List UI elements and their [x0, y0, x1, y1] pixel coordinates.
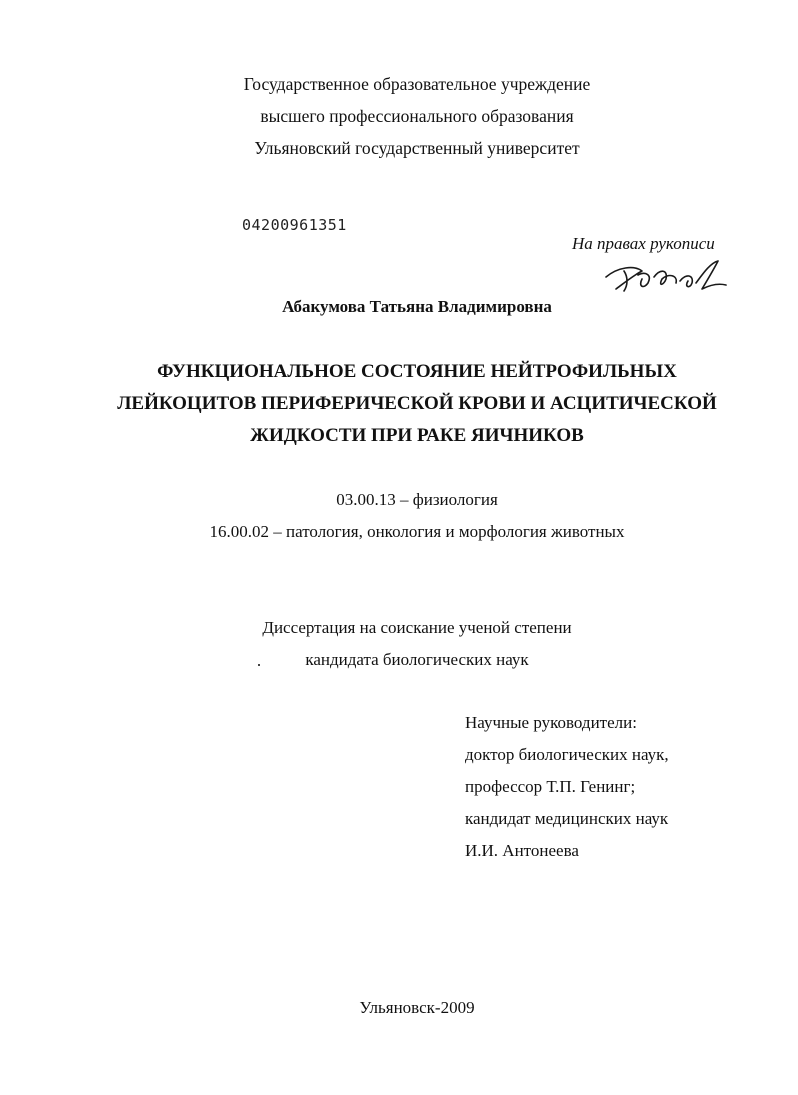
institution-line-1: Государственное образовательное учреждение	[243, 74, 591, 94]
degree-line-1: Диссертация на соискание ученой степени	[262, 618, 572, 637]
supervisor-line-1: доктор биологических наук,	[465, 745, 669, 764]
rights-note: На правах рукописи	[572, 234, 715, 253]
supervisors-heading: Научные руководители:	[465, 713, 637, 732]
degree-line-2: кандидата биологических наук	[305, 650, 529, 669]
title-line-1: ФУНКЦИОНАЛЬНОЕ СОСТОЯНИЕ НЕЙТРОФИЛЬНЫХ	[157, 361, 677, 382]
stamp-code: 04200961351	[242, 216, 347, 234]
city-year: Ульяновск-2009	[359, 998, 475, 1017]
supervisor-line-4: И.И. Антонеева	[465, 841, 579, 860]
handwritten-signature	[598, 253, 738, 299]
supervisor-line-2: профессор Т.П. Генинг;	[465, 777, 636, 796]
author-name: Абакумова Татьяна Владимировна	[282, 297, 552, 316]
title-line-3: ЖИДКОСТИ ПРИ РАКЕ ЯИЧНИКОВ	[250, 425, 584, 446]
specialty-line-2: 16.00.02 – патология, онкология и морфология животных	[209, 522, 625, 541]
institution-line-2: высшего профессионального образования	[260, 106, 574, 126]
institution-line-3: Ульяновский государственный университет	[254, 138, 580, 158]
title-line-2: ЛЕЙКОЦИТОВ ПЕРИФЕРИЧЕСКОЙ КРОВИ И АСЦИТИЧЕСКОЙ	[117, 393, 717, 414]
supervisor-line-3: кандидат медицинских наук	[465, 809, 669, 828]
specialty-line-1: 03.00.13 – физиология	[336, 490, 498, 509]
